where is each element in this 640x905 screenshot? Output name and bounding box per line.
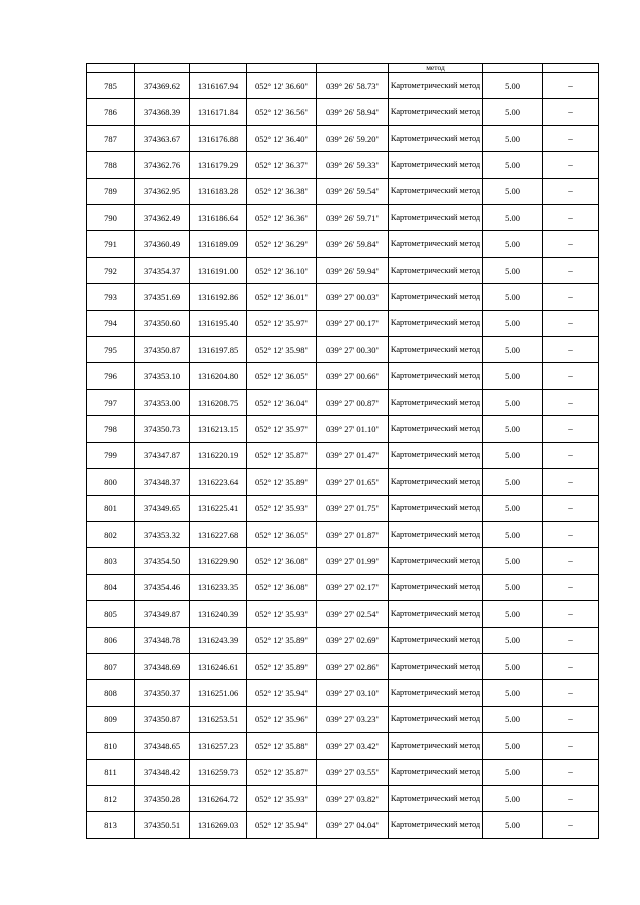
cell-method: Картометрический метод [389, 205, 483, 231]
cell-longitude: 039° 27' 00.30" [317, 337, 389, 363]
cell-method: Картометрический метод [389, 601, 483, 627]
cell-point-number: 806 [87, 627, 135, 653]
cell-longitude: 039° 27' 00.17" [317, 310, 389, 336]
cell-method: Картометрический метод [389, 284, 483, 310]
cell-point-number: 793 [87, 284, 135, 310]
cell-latitude: 052° 12' 35.88" [247, 733, 317, 759]
cell-longitude: 039° 27' 00.03" [317, 284, 389, 310]
cell-note: – [543, 310, 599, 336]
cell-accuracy: 5.00 [483, 548, 543, 574]
cell-method: Картометрический метод [389, 495, 483, 521]
cell-x-coordinate: 374350.87 [135, 706, 190, 732]
cell-method: Картометрический метод [389, 389, 483, 415]
cell-point-number: 803 [87, 548, 135, 574]
table-row [87, 125, 599, 151]
cell-longitude: 039° 27' 02.17" [317, 574, 389, 600]
table-row [87, 416, 599, 442]
cell-point-number: 810 [87, 733, 135, 759]
cell-point-number: 812 [87, 785, 135, 811]
cell-x-coordinate: 374369.62 [135, 73, 190, 99]
cell-note: – [543, 812, 599, 838]
cell-latitude: 052° 12' 35.89" [247, 627, 317, 653]
cell-note: – [543, 363, 599, 389]
cell-method: Картометрический метод [389, 152, 483, 178]
cell-point-number: 786 [87, 99, 135, 125]
cell-method: Картометрический метод [389, 521, 483, 547]
cell-accuracy: 5.00 [483, 812, 543, 838]
cell-latitude: 052° 12' 35.87" [247, 442, 317, 468]
cell-point-number: 790 [87, 205, 135, 231]
cell-note: – [543, 125, 599, 151]
cell-point-number: 791 [87, 231, 135, 257]
cell-point-number: 788 [87, 152, 135, 178]
cell-y-coordinate: 1316189.09 [190, 231, 247, 257]
cell-method: Картометрический метод [389, 548, 483, 574]
cell-method: Картометрический метод [389, 706, 483, 732]
cell-note: – [543, 759, 599, 785]
cell-x-coordinate: 374350.51 [135, 812, 190, 838]
cell-x-coordinate: 374349.87 [135, 601, 190, 627]
table-row [87, 521, 599, 547]
table-row [87, 574, 599, 600]
cell-latitude: 052° 12' 36.01" [247, 284, 317, 310]
table-row [87, 442, 599, 468]
cell-latitude: 052° 12' 35.93" [247, 601, 317, 627]
table-row [87, 653, 599, 679]
cell-latitude: 052° 12' 35.87" [247, 759, 317, 785]
cell-note: – [543, 495, 599, 521]
cell-accuracy: 5.00 [483, 653, 543, 679]
cell-point-number: 789 [87, 178, 135, 204]
cell-note: – [543, 601, 599, 627]
cell-empty [317, 64, 389, 73]
cell-y-coordinate: 1316197.85 [190, 337, 247, 363]
cell-accuracy: 5.00 [483, 231, 543, 257]
cell-y-coordinate: 1316264.72 [190, 785, 247, 811]
cell-empty [135, 64, 190, 73]
cell-latitude: 052° 12' 36.08" [247, 574, 317, 600]
cell-accuracy: 5.00 [483, 389, 543, 415]
cell-accuracy: 5.00 [483, 785, 543, 811]
cell-latitude: 052° 12' 35.89" [247, 469, 317, 495]
cell-y-coordinate: 1316233.35 [190, 574, 247, 600]
cell-latitude: 052° 12' 36.29" [247, 231, 317, 257]
cell-y-coordinate: 1316227.68 [190, 521, 247, 547]
cell-point-number: 811 [87, 759, 135, 785]
cell-longitude: 039° 27' 02.69" [317, 627, 389, 653]
cell-point-number: 807 [87, 653, 135, 679]
cell-note: – [543, 257, 599, 283]
table-row [87, 178, 599, 204]
cell-y-coordinate: 1316195.40 [190, 310, 247, 336]
cell-latitude: 052° 12' 35.96" [247, 706, 317, 732]
cell-note: – [543, 548, 599, 574]
cell-latitude: 052° 12' 36.36" [247, 205, 317, 231]
cell-y-coordinate: 1316213.15 [190, 416, 247, 442]
cell-point-number: 804 [87, 574, 135, 600]
cell-x-coordinate: 374353.10 [135, 363, 190, 389]
cell-point-number: 805 [87, 601, 135, 627]
cell-point-number: 808 [87, 680, 135, 706]
cell-x-coordinate: 374363.67 [135, 125, 190, 151]
coordinates-table [86, 63, 599, 839]
cell-accuracy: 5.00 [483, 442, 543, 468]
table-row [87, 231, 599, 257]
cell-x-coordinate: 374350.87 [135, 337, 190, 363]
cell-latitude: 052° 12' 35.93" [247, 495, 317, 521]
cell-note: – [543, 284, 599, 310]
cell-method: Картометрический метод [389, 99, 483, 125]
cell-accuracy: 5.00 [483, 733, 543, 759]
cell-note: – [543, 416, 599, 442]
cell-y-coordinate: 1316176.88 [190, 125, 247, 151]
cell-x-coordinate: 374362.76 [135, 152, 190, 178]
cell-longitude: 039° 26' 59.84" [317, 231, 389, 257]
cell-y-coordinate: 1316259.73 [190, 759, 247, 785]
cell-x-coordinate: 374350.73 [135, 416, 190, 442]
cell-y-coordinate: 1316208.75 [190, 389, 247, 415]
cell-y-coordinate: 1316191.00 [190, 257, 247, 283]
cell-x-coordinate: 374349.65 [135, 495, 190, 521]
cell-note: – [543, 231, 599, 257]
cell-accuracy: 5.00 [483, 495, 543, 521]
cell-longitude: 039° 26' 59.20" [317, 125, 389, 151]
cell-accuracy: 5.00 [483, 627, 543, 653]
cell-method: Картометрический метод [389, 416, 483, 442]
cell-point-number: 800 [87, 469, 135, 495]
cell-method: Картометрический метод [389, 337, 483, 363]
cell-x-coordinate: 374347.87 [135, 442, 190, 468]
cell-method: Картометрический метод [389, 442, 483, 468]
cell-accuracy: 5.00 [483, 152, 543, 178]
cell-accuracy: 5.00 [483, 337, 543, 363]
cell-x-coordinate: 374368.39 [135, 99, 190, 125]
cell-method: Картометрический метод [389, 363, 483, 389]
cell-latitude: 052° 12' 35.89" [247, 653, 317, 679]
cell-note: – [543, 627, 599, 653]
cell-x-coordinate: 374353.32 [135, 521, 190, 547]
cell-note: – [543, 73, 599, 99]
table-row [87, 257, 599, 283]
cell-longitude: 039° 27' 02.86" [317, 653, 389, 679]
cell-point-number: 795 [87, 337, 135, 363]
cell-method: Картометрический метод [389, 627, 483, 653]
cell-x-coordinate: 374354.37 [135, 257, 190, 283]
cell-latitude: 052° 12' 35.94" [247, 812, 317, 838]
cell-accuracy: 5.00 [483, 125, 543, 151]
table-row [87, 680, 599, 706]
table-body [87, 64, 599, 839]
cell-accuracy: 5.00 [483, 99, 543, 125]
cell-method: Картометрический метод [389, 733, 483, 759]
table-row [87, 73, 599, 99]
cell-accuracy: 5.00 [483, 310, 543, 336]
cell-point-number: 797 [87, 389, 135, 415]
cell-point-number: 799 [87, 442, 135, 468]
cell-note: – [543, 337, 599, 363]
table-row [87, 310, 599, 336]
cell-longitude: 039° 27' 02.54" [317, 601, 389, 627]
cell-note: – [543, 99, 599, 125]
cell-accuracy: 5.00 [483, 257, 543, 283]
cell-note: – [543, 680, 599, 706]
cell-y-coordinate: 1316243.39 [190, 627, 247, 653]
table-row [87, 759, 599, 785]
table-row [87, 733, 599, 759]
cell-y-coordinate: 1316223.64 [190, 469, 247, 495]
cell-y-coordinate: 1316229.90 [190, 548, 247, 574]
table-row [87, 601, 599, 627]
cell-y-coordinate: 1316253.51 [190, 706, 247, 732]
cell-method: Картометрический метод [389, 178, 483, 204]
cell-longitude: 039° 26' 59.54" [317, 178, 389, 204]
cell-point-number: 792 [87, 257, 135, 283]
cell-x-coordinate: 374350.60 [135, 310, 190, 336]
cell-method: Картометрический метод [389, 231, 483, 257]
table-row [87, 706, 599, 732]
cell-x-coordinate: 374350.37 [135, 680, 190, 706]
cell-longitude: 039° 27' 04.04" [317, 812, 389, 838]
cell-method: Картометрический метод [389, 759, 483, 785]
cell-y-coordinate: 1316186.64 [190, 205, 247, 231]
table-row [87, 495, 599, 521]
cell-accuracy: 5.00 [483, 521, 543, 547]
cell-note: – [543, 469, 599, 495]
cell-longitude: 039° 26' 59.71" [317, 205, 389, 231]
table-row [87, 627, 599, 653]
cell-accuracy: 5.00 [483, 706, 543, 732]
cell-empty [247, 64, 317, 73]
cell-method: Картометрический метод [389, 785, 483, 811]
cell-method: Картометрический метод [389, 257, 483, 283]
cell-longitude: 039° 27' 01.75" [317, 495, 389, 521]
cell-longitude: 039° 27' 03.42" [317, 733, 389, 759]
cell-y-coordinate: 1316246.61 [190, 653, 247, 679]
cell-accuracy: 5.00 [483, 416, 543, 442]
cell-x-coordinate: 374354.50 [135, 548, 190, 574]
cell-latitude: 052° 12' 36.05" [247, 363, 317, 389]
cell-method: Картометрический метод [389, 310, 483, 336]
table-row [87, 785, 599, 811]
table-row-continuation [87, 64, 599, 73]
cell-x-coordinate: 374348.37 [135, 469, 190, 495]
cell-longitude: 039° 26' 58.94" [317, 99, 389, 125]
cell-longitude: 039° 27' 01.99" [317, 548, 389, 574]
cell-point-number: 801 [87, 495, 135, 521]
cell-x-coordinate: 374354.46 [135, 574, 190, 600]
cell-accuracy: 5.00 [483, 284, 543, 310]
cell-point-number: 796 [87, 363, 135, 389]
cell-empty [483, 64, 543, 73]
cell-latitude: 052° 12' 36.37" [247, 152, 317, 178]
cell-latitude: 052° 12' 35.98" [247, 337, 317, 363]
cell-note: – [543, 574, 599, 600]
cell-x-coordinate: 374348.78 [135, 627, 190, 653]
cell-x-coordinate: 374362.49 [135, 205, 190, 231]
cell-longitude: 039° 27' 03.10" [317, 680, 389, 706]
cell-note: – [543, 706, 599, 732]
cell-y-coordinate: 1316192.86 [190, 284, 247, 310]
cell-note: – [543, 389, 599, 415]
cell-x-coordinate: 374351.69 [135, 284, 190, 310]
cell-longitude: 039° 27' 01.47" [317, 442, 389, 468]
cell-point-number: 785 [87, 73, 135, 99]
cell-method: Картометрический метод [389, 680, 483, 706]
cell-latitude: 052° 12' 35.97" [247, 310, 317, 336]
cell-x-coordinate: 374360.49 [135, 231, 190, 257]
cell-accuracy: 5.00 [483, 469, 543, 495]
cell-method: Картометрический метод [389, 574, 483, 600]
cell-latitude: 052° 12' 36.56" [247, 99, 317, 125]
cell-latitude: 052° 12' 35.97" [247, 416, 317, 442]
cell-method: Картометрический метод [389, 73, 483, 99]
table-row [87, 337, 599, 363]
table-row [87, 363, 599, 389]
cell-accuracy: 5.00 [483, 178, 543, 204]
cell-note: – [543, 152, 599, 178]
cell-longitude: 039° 26' 59.94" [317, 257, 389, 283]
cell-point-number: 802 [87, 521, 135, 547]
cell-x-coordinate: 374348.69 [135, 653, 190, 679]
cell-longitude: 039° 26' 59.33" [317, 152, 389, 178]
table-row [87, 205, 599, 231]
cell-longitude: 039° 27' 00.66" [317, 363, 389, 389]
cell-y-coordinate: 1316257.23 [190, 733, 247, 759]
cell-method: Картометрический метод [389, 125, 483, 151]
cell-longitude: 039° 27' 03.82" [317, 785, 389, 811]
cell-y-coordinate: 1316171.84 [190, 99, 247, 125]
cell-longitude: 039° 27' 00.87" [317, 389, 389, 415]
cell-y-coordinate: 1316183.28 [190, 178, 247, 204]
cell-latitude: 052° 12' 36.08" [247, 548, 317, 574]
cell-longitude: 039° 26' 58.73" [317, 73, 389, 99]
cell-accuracy: 5.00 [483, 574, 543, 600]
cell-point-number: 794 [87, 310, 135, 336]
table-row [87, 812, 599, 838]
cell-y-coordinate: 1316251.06 [190, 680, 247, 706]
cell-note: – [543, 785, 599, 811]
cell-empty [87, 64, 135, 73]
table-row [87, 469, 599, 495]
cell-point-number: 813 [87, 812, 135, 838]
table-row [87, 99, 599, 125]
cell-accuracy: 5.00 [483, 205, 543, 231]
cell-x-coordinate: 374362.95 [135, 178, 190, 204]
cell-method: Картометрический метод [389, 812, 483, 838]
cell-longitude: 039° 27' 01.87" [317, 521, 389, 547]
table-row [87, 389, 599, 415]
table-row [87, 548, 599, 574]
cell-latitude: 052° 12' 35.94" [247, 680, 317, 706]
cell-point-number: 809 [87, 706, 135, 732]
cell-latitude: 052° 12' 36.60" [247, 73, 317, 99]
cell-x-coordinate: 374350.28 [135, 785, 190, 811]
cell-x-coordinate: 374348.65 [135, 733, 190, 759]
cell-longitude: 039° 27' 03.55" [317, 759, 389, 785]
cell-accuracy: 5.00 [483, 759, 543, 785]
cell-accuracy: 5.00 [483, 601, 543, 627]
cell-y-coordinate: 1316204.80 [190, 363, 247, 389]
cell-latitude: 052° 12' 36.38" [247, 178, 317, 204]
cell-latitude: 052° 12' 36.10" [247, 257, 317, 283]
cell-y-coordinate: 1316220.19 [190, 442, 247, 468]
cell-y-coordinate: 1316269.03 [190, 812, 247, 838]
cell-y-coordinate: 1316240.39 [190, 601, 247, 627]
cell-longitude: 039° 27' 01.10" [317, 416, 389, 442]
cell-note: – [543, 733, 599, 759]
cell-longitude: 039° 27' 01.65" [317, 469, 389, 495]
cell-latitude: 052° 12' 36.40" [247, 125, 317, 151]
cell-x-coordinate: 374348.42 [135, 759, 190, 785]
cell-point-number: 787 [87, 125, 135, 151]
cell-method: Картометрический метод [389, 653, 483, 679]
table-row [87, 152, 599, 178]
cell-latitude: 052° 12' 35.93" [247, 785, 317, 811]
cell-note: – [543, 205, 599, 231]
cell-method-tail: метод [389, 64, 483, 73]
table-row [87, 284, 599, 310]
cell-empty [190, 64, 247, 73]
cell-note: – [543, 653, 599, 679]
cell-note: – [543, 178, 599, 204]
cell-note: – [543, 521, 599, 547]
cell-empty [543, 64, 599, 73]
cell-y-coordinate: 1316167.94 [190, 73, 247, 99]
cell-longitude: 039° 27' 03.23" [317, 706, 389, 732]
cell-accuracy: 5.00 [483, 680, 543, 706]
cell-latitude: 052° 12' 36.04" [247, 389, 317, 415]
cell-accuracy: 5.00 [483, 363, 543, 389]
cell-point-number: 798 [87, 416, 135, 442]
cell-accuracy: 5.00 [483, 73, 543, 99]
cell-method: Картометрический метод [389, 469, 483, 495]
cell-latitude: 052° 12' 36.05" [247, 521, 317, 547]
cell-x-coordinate: 374353.00 [135, 389, 190, 415]
cell-y-coordinate: 1316179.29 [190, 152, 247, 178]
cell-y-coordinate: 1316225.41 [190, 495, 247, 521]
cell-note: – [543, 442, 599, 468]
